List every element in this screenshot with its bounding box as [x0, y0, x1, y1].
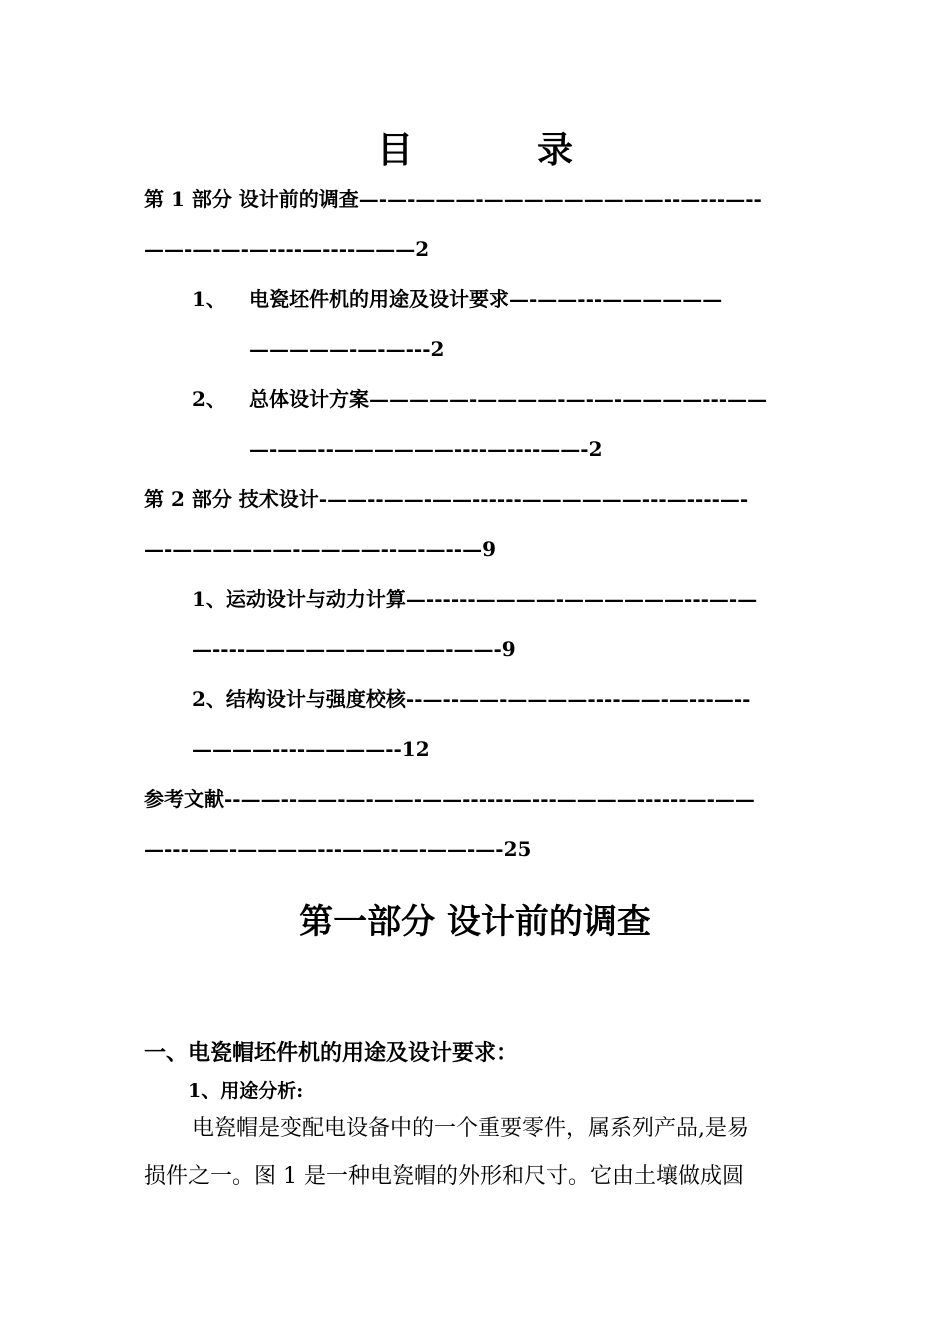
toc-entry-1-number: 1、 — [192, 287, 226, 311]
section-title: 第一部分 设计前的调查 — [299, 902, 651, 942]
toc-entry-references-line1: 参考文献--——--——-—-——-——------—---————------—-—— — [144, 787, 755, 811]
toc-entry-3-line1: 1、运动设计与动力计算—------————-——————---—-— — [192, 587, 758, 611]
paragraph-line-2: 损件之一。图 1 是一种电瓷帽的外形和尺寸。它由土壤做成圆 — [144, 1164, 744, 1189]
toc-entry-2-number: 2、 — [192, 387, 226, 411]
toc-entry-2-line2: —-——--——————----—----——-2 — [249, 437, 603, 461]
toc-entry-2-line1: 总体设计方案—————-————-—-—-————---—— — [249, 387, 768, 411]
toc-entry-1-line1: 电瓷坯件机的用途及设计要求—-——---—————— — [249, 287, 723, 311]
toc-entry-part2-line2: —-——————-————--—-—--—9 — [144, 537, 497, 561]
toc-entry-part2-line1: 第 2 部分 技术设计-——--——-——------——————---—----—- — [144, 487, 749, 511]
toc-title: 目 录 — [376, 129, 617, 171]
toc-entry-1-line2: —————-—-—---2 — [249, 337, 445, 361]
toc-entry-4-line2: ————----————--12 — [192, 737, 430, 761]
toc-entry-part1-line2: ——-—-—-—----—----———2 — [144, 237, 430, 261]
toc-entry-references-line2: —---——-————---——--—-——-—-25 — [144, 837, 532, 861]
section-heading-2: 1、用途分析: — [188, 1080, 304, 1102]
paragraph-line-1: 电瓷帽是变配电设备中的一个重要零件，属系列产品,是易 — [192, 1116, 749, 1141]
toc-entry-3-line2: —----——————————-——-9 — [192, 637, 516, 661]
section-heading-1: 一、电瓷帽坯件机的用途及设计要求： — [144, 1040, 519, 1066]
toc-entry-4-line1: 2、结构设计与强度校核--—--——-————----——-—---—-- — [192, 687, 751, 711]
toc-entry-part1-line1: 第 1 部分 设计前的调查—-—-———-—————————--—---—-- — [144, 187, 762, 211]
